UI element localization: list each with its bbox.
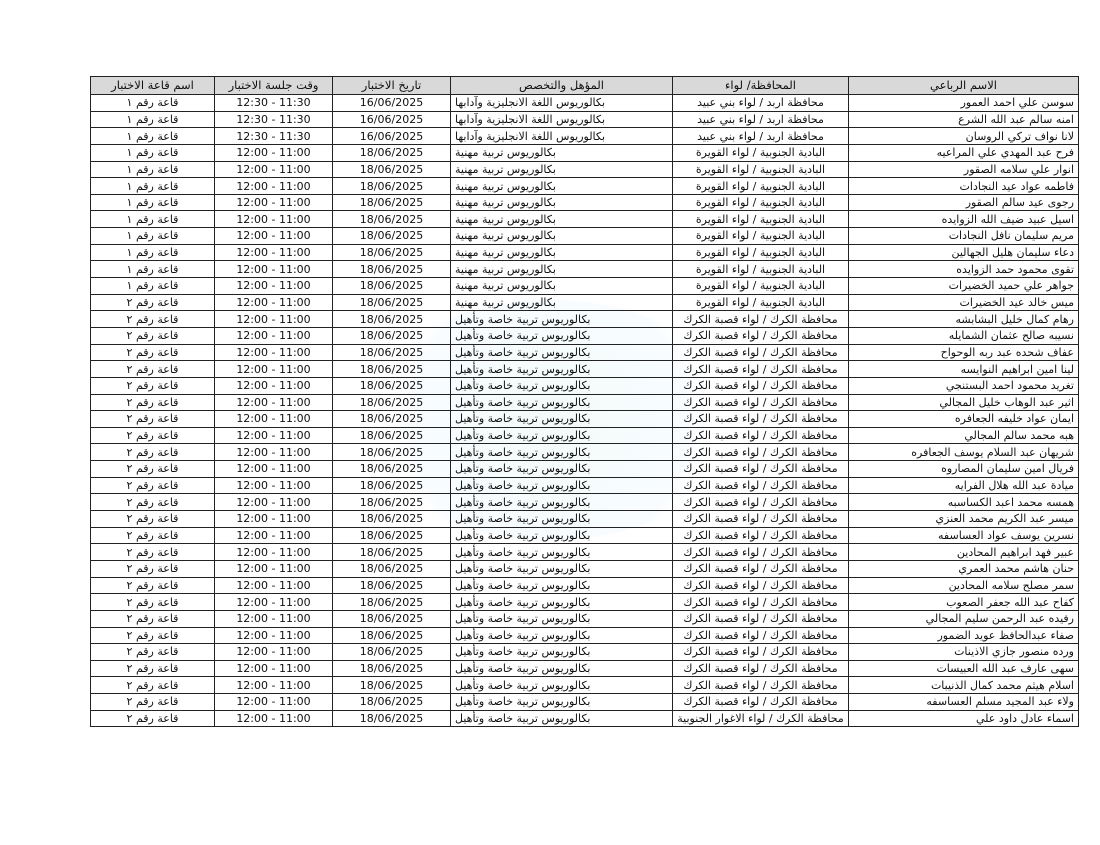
cell-name: رجوى عيد سالم الصقور — [849, 194, 1079, 211]
cell-time: 12:00 - 11:00 — [215, 494, 333, 511]
cell-governorate: محافظة اربد / لواء بني عبيد — [673, 95, 849, 112]
cell-governorate: محافظة الكرك / لواء قصبة الكرك — [673, 560, 849, 577]
cell-name: دعاء سليمان هليل الجهالين — [849, 244, 1079, 261]
cell-name: فرح عبد المهدي علي المراعيه — [849, 144, 1079, 161]
cell-room: قاعة رقم ٢ — [91, 494, 215, 511]
table-row — [91, 95, 1079, 112]
cell-date: 16/06/2025 — [333, 95, 451, 112]
table-row — [91, 111, 1079, 128]
table-row — [91, 228, 1079, 245]
cell-governorate: محافظة الكرك / لواء قصبة الكرك — [673, 644, 849, 661]
cell-time: 12:00 - 11:00 — [215, 511, 333, 528]
cell-name: مريم سليمان نافل النجادات — [849, 228, 1079, 245]
cell-date: 18/06/2025 — [333, 544, 451, 561]
cell-time: 12:00 - 11:00 — [215, 411, 333, 428]
cell-name: فاطمه عواد عيد النجادات — [849, 178, 1079, 195]
table-row — [91, 161, 1079, 178]
cell-date: 18/06/2025 — [333, 411, 451, 428]
table-row — [91, 577, 1079, 594]
cell-room: قاعة رقم ١ — [91, 111, 215, 128]
cell-governorate: محافظة الكرك / لواء قصبة الكرك — [673, 394, 849, 411]
cell-qualification: بكالوريوس تربية خاصة وتأهيل — [451, 511, 673, 528]
cell-qualification: بكالوريوس تربية خاصة وتأهيل — [451, 560, 673, 577]
table-row — [91, 494, 1079, 511]
cell-room: قاعة رقم ٢ — [91, 677, 215, 694]
cell-time: 12:00 - 11:00 — [215, 710, 333, 727]
cell-name: اثير عبد الوهاب خليل المجالي — [849, 394, 1079, 411]
cell-name: ولاء عبد المجيد مسلم العساسفه — [849, 694, 1079, 711]
cell-qualification: بكالوريوس تربية خاصة وتأهيل — [451, 477, 673, 494]
cell-name: عبير فهد ابراهيم المحادين — [849, 544, 1079, 561]
cell-time: 12:00 - 11:00 — [215, 228, 333, 245]
cell-governorate: البادية الجنوبية / لواء القويرة — [673, 144, 849, 161]
cell-time: 12:00 - 11:00 — [215, 594, 333, 611]
cell-qualification: بكالوريوس اللغة الانجليزية وآدابها — [451, 111, 673, 128]
cell-governorate: البادية الجنوبية / لواء القويرة — [673, 278, 849, 295]
header-time: وقت جلسة الاختبار — [215, 77, 333, 95]
cell-time: 12:00 - 11:00 — [215, 344, 333, 361]
cell-governorate: محافظة الكرك / لواء قصبة الكرك — [673, 494, 849, 511]
cell-time: 12:00 - 11:00 — [215, 211, 333, 228]
cell-name: انوار علي سلامه الصقور — [849, 161, 1079, 178]
cell-room: قاعة رقم ٢ — [91, 477, 215, 494]
cell-qualification: بكالوريوس تربية خاصة وتأهيل — [451, 344, 673, 361]
cell-governorate: محافظة اربد / لواء بني عبيد — [673, 111, 849, 128]
cell-qualification: بكالوريوس اللغة الانجليزية وآدابها — [451, 128, 673, 145]
table-row — [91, 444, 1079, 461]
cell-date: 18/06/2025 — [333, 211, 451, 228]
cell-governorate: محافظة الكرك / لواء قصبة الكرك — [673, 544, 849, 561]
cell-date: 18/06/2025 — [333, 427, 451, 444]
cell-qualification: بكالوريوس تربية مهنية — [451, 244, 673, 261]
cell-governorate: محافظة الكرك / لواء قصبة الكرك — [673, 427, 849, 444]
cell-date: 18/06/2025 — [333, 178, 451, 195]
cell-room: قاعة رقم ٢ — [91, 461, 215, 478]
cell-time: 12:00 - 11:00 — [215, 694, 333, 711]
cell-qualification: بكالوريوس تربية خاصة وتأهيل — [451, 577, 673, 594]
cell-governorate: محافظة الكرك / لواء قصبة الكرك — [673, 660, 849, 677]
table-row — [91, 261, 1079, 278]
cell-date: 18/06/2025 — [333, 161, 451, 178]
table-row — [91, 311, 1079, 328]
cell-name: رفيده عبد الرحمن سليم المجالي — [849, 610, 1079, 627]
cell-date: 18/06/2025 — [333, 694, 451, 711]
exam-schedule-table — [90, 76, 1079, 727]
cell-room: قاعة رقم ١ — [91, 244, 215, 261]
cell-room: قاعة رقم ١ — [91, 144, 215, 161]
cell-room: قاعة رقم ٢ — [91, 627, 215, 644]
cell-qualification: بكالوريوس تربية مهنية — [451, 294, 673, 311]
cell-time: 12:00 - 11:00 — [215, 261, 333, 278]
cell-name: اسماء عادل داود علي — [849, 710, 1079, 727]
cell-qualification: بكالوريوس تربية خاصة وتأهيل — [451, 677, 673, 694]
cell-time: 12:30 - 11:30 — [215, 128, 333, 145]
cell-governorate: محافظة الكرك / لواء قصبة الكرك — [673, 444, 849, 461]
cell-room: قاعة رقم ١ — [91, 128, 215, 145]
cell-time: 12:00 - 11:00 — [215, 477, 333, 494]
cell-governorate: البادية الجنوبية / لواء القويرة — [673, 294, 849, 311]
table-row — [91, 627, 1079, 644]
cell-date: 18/06/2025 — [333, 327, 451, 344]
cell-qualification: بكالوريوس تربية خاصة وتأهيل — [451, 544, 673, 561]
cell-room: قاعة رقم ١ — [91, 261, 215, 278]
cell-room: قاعة رقم ٢ — [91, 644, 215, 661]
table-row — [91, 194, 1079, 211]
header-room: اسم قاعة الاختبار — [91, 77, 215, 95]
cell-room: قاعة رقم ٢ — [91, 294, 215, 311]
cell-qualification: بكالوريوس تربية مهنية — [451, 161, 673, 178]
cell-governorate: محافظة الكرك / لواء قصبة الكرك — [673, 461, 849, 478]
cell-time: 12:00 - 11:00 — [215, 361, 333, 378]
cell-date: 18/06/2025 — [333, 444, 451, 461]
cell-date: 18/06/2025 — [333, 461, 451, 478]
cell-qualification: بكالوريوس تربية مهنية — [451, 178, 673, 195]
cell-name: همسه محمد اعبد الكساسبه — [849, 494, 1079, 511]
cell-name: نسرين يوسف عواد العساسفه — [849, 527, 1079, 544]
cell-date: 18/06/2025 — [333, 677, 451, 694]
cell-qualification: بكالوريوس تربية مهنية — [451, 228, 673, 245]
cell-room: قاعة رقم ٢ — [91, 411, 215, 428]
cell-time: 12:00 - 11:00 — [215, 278, 333, 295]
cell-date: 18/06/2025 — [333, 494, 451, 511]
cell-qualification: بكالوريوس تربية مهنية — [451, 144, 673, 161]
cell-room: قاعة رقم ٢ — [91, 427, 215, 444]
cell-time: 12:00 - 11:00 — [215, 311, 333, 328]
table-row — [91, 477, 1079, 494]
cell-name: عفاف شحده عبد ربه الوحواح — [849, 344, 1079, 361]
table-row — [91, 694, 1079, 711]
table-row — [91, 560, 1079, 577]
table-row — [91, 361, 1079, 378]
cell-name: ورده منصور جازي الاذينات — [849, 644, 1079, 661]
cell-room: قاعة رقم ٢ — [91, 311, 215, 328]
cell-name: لانا نواف تركي الروسان — [849, 128, 1079, 145]
cell-name: سوسن علي احمد العمور — [849, 95, 1079, 112]
cell-room: قاعة رقم ٢ — [91, 377, 215, 394]
cell-name: اسيل عبيد ضيف الله الزوايده — [849, 211, 1079, 228]
cell-name: جواهر علي حميد الخضيرات — [849, 278, 1079, 295]
cell-qualification: بكالوريوس تربية خاصة وتأهيل — [451, 311, 673, 328]
cell-date: 18/06/2025 — [333, 627, 451, 644]
cell-room: قاعة رقم ٢ — [91, 710, 215, 727]
cell-time: 12:00 - 11:00 — [215, 461, 333, 478]
cell-governorate: محافظة الكرك / لواء قصبة الكرك — [673, 344, 849, 361]
cell-governorate: البادية الجنوبية / لواء القويرة — [673, 244, 849, 261]
cell-time: 12:00 - 11:00 — [215, 327, 333, 344]
cell-governorate: البادية الجنوبية / لواء القويرة — [673, 161, 849, 178]
table-row — [91, 211, 1079, 228]
table-row — [91, 244, 1079, 261]
header-governorate: المحافظة/ لواء — [673, 77, 849, 95]
exam-schedule-sheet — [90, 76, 1078, 727]
cell-governorate: محافظة اربد / لواء بني عبيد — [673, 128, 849, 145]
table-row — [91, 128, 1079, 145]
cell-room: قاعة رقم ١ — [91, 95, 215, 112]
table-row — [91, 511, 1079, 528]
cell-date: 18/06/2025 — [333, 594, 451, 611]
table-row — [91, 377, 1079, 394]
cell-governorate: محافظة الكرك / لواء قصبة الكرك — [673, 511, 849, 528]
cell-qualification: بكالوريوس تربية خاصة وتأهيل — [451, 327, 673, 344]
cell-date: 18/06/2025 — [333, 377, 451, 394]
cell-name: صفاء عبدالحافظ عويد الضمور — [849, 627, 1079, 644]
cell-time: 12:30 - 11:30 — [215, 111, 333, 128]
cell-name: نسيبه صالح عثمان الشمايله — [849, 327, 1079, 344]
table-row — [91, 644, 1079, 661]
header-qualification: المؤهل والتخصص — [451, 77, 673, 95]
cell-date: 18/06/2025 — [333, 194, 451, 211]
cell-room: قاعة رقم ١ — [91, 278, 215, 295]
cell-name: لينا امين ابراهيم النوايسه — [849, 361, 1079, 378]
table-row — [91, 544, 1079, 561]
cell-name: ايمان عواد خليفه الجعافره — [849, 411, 1079, 428]
cell-date: 16/06/2025 — [333, 128, 451, 145]
cell-qualification: بكالوريوس تربية خاصة وتأهيل — [451, 527, 673, 544]
cell-room: قاعة رقم ٢ — [91, 594, 215, 611]
cell-time: 12:00 - 11:00 — [215, 544, 333, 561]
cell-room: قاعة رقم ٢ — [91, 577, 215, 594]
cell-room: قاعة رقم ١ — [91, 194, 215, 211]
cell-qualification: بكالوريوس تربية خاصة وتأهيل — [451, 610, 673, 627]
cell-date: 18/06/2025 — [333, 511, 451, 528]
cell-date: 18/06/2025 — [333, 394, 451, 411]
cell-governorate: محافظة الكرك / لواء قصبة الكرك — [673, 311, 849, 328]
cell-name: شريهان عبد السلام يوسف الجعافره — [849, 444, 1079, 461]
cell-governorate: محافظة الكرك / لواء قصبة الكرك — [673, 377, 849, 394]
cell-time: 12:00 - 11:00 — [215, 627, 333, 644]
cell-date: 18/06/2025 — [333, 344, 451, 361]
cell-room: قاعة رقم ٢ — [91, 660, 215, 677]
cell-governorate: محافظة الكرك / لواء قصبة الكرك — [673, 361, 849, 378]
cell-time: 12:00 - 11:00 — [215, 610, 333, 627]
cell-room: قاعة رقم ٢ — [91, 444, 215, 461]
cell-time: 12:00 - 11:00 — [215, 178, 333, 195]
cell-date: 18/06/2025 — [333, 244, 451, 261]
cell-governorate: محافظة الكرك / لواء قصبة الكرك — [673, 677, 849, 694]
cell-room: قاعة رقم ١ — [91, 228, 215, 245]
cell-qualification: بكالوريوس تربية خاصة وتأهيل — [451, 444, 673, 461]
cell-date: 18/06/2025 — [333, 710, 451, 727]
cell-room: قاعة رقم ١ — [91, 161, 215, 178]
cell-time: 12:00 - 11:00 — [215, 427, 333, 444]
cell-qualification: بكالوريوس تربية خاصة وتأهيل — [451, 594, 673, 611]
cell-name: هبه محمد سالم المجالي — [849, 427, 1079, 444]
cell-name: ميس خالد عيد الخضيرات — [849, 294, 1079, 311]
table-row — [91, 527, 1079, 544]
cell-time: 12:00 - 11:00 — [215, 144, 333, 161]
cell-date: 18/06/2025 — [333, 261, 451, 278]
cell-qualification: بكالوريوس تربية خاصة وتأهيل — [451, 361, 673, 378]
cell-governorate: محافظة الكرك / لواء قصبة الكرك — [673, 694, 849, 711]
cell-governorate: محافظة الكرك / لواء قصبة الكرك — [673, 610, 849, 627]
cell-time: 12:00 - 11:00 — [215, 394, 333, 411]
cell-date: 18/06/2025 — [333, 477, 451, 494]
cell-qualification: بكالوريوس تربية خاصة وتأهيل — [451, 494, 673, 511]
cell-qualification: بكالوريوس تربية مهنية — [451, 194, 673, 211]
cell-qualification: بكالوريوس تربية خاصة وتأهيل — [451, 461, 673, 478]
table-row — [91, 710, 1079, 727]
cell-date: 18/06/2025 — [333, 610, 451, 627]
cell-date: 18/06/2025 — [333, 311, 451, 328]
cell-time: 12:00 - 11:00 — [215, 294, 333, 311]
cell-name: كفاح عبد الله جعفر الصعوب — [849, 594, 1079, 611]
cell-governorate: محافظة الكرك / لواء قصبة الكرك — [673, 477, 849, 494]
cell-governorate: محافظة الكرك / لواء قصبة الكرك — [673, 577, 849, 594]
cell-date: 18/06/2025 — [333, 660, 451, 677]
cell-qualification: بكالوريوس تربية خاصة وتأهيل — [451, 644, 673, 661]
cell-governorate: محافظة الكرك / لواء قصبة الكرك — [673, 594, 849, 611]
cell-name: تقوى محمود حمد الزوايده — [849, 261, 1079, 278]
table-row — [91, 677, 1079, 694]
cell-time: 12:00 - 11:00 — [215, 660, 333, 677]
cell-date: 18/06/2025 — [333, 577, 451, 594]
cell-qualification: بكالوريوس تربية خاصة وتأهيل — [451, 710, 673, 727]
cell-date: 16/06/2025 — [333, 111, 451, 128]
table-row — [91, 278, 1079, 295]
cell-time: 12:00 - 11:00 — [215, 244, 333, 261]
cell-governorate: البادية الجنوبية / لواء القويرة — [673, 261, 849, 278]
cell-name: سهى عارف عبد الله العبيسات — [849, 660, 1079, 677]
cell-name: امنه سالم عبد الله الشرع — [849, 111, 1079, 128]
cell-time: 12:00 - 11:00 — [215, 577, 333, 594]
cell-qualification: بكالوريوس تربية خاصة وتأهيل — [451, 660, 673, 677]
cell-qualification: بكالوريوس تربية مهنية — [451, 211, 673, 228]
cell-room: قاعة رقم ٢ — [91, 327, 215, 344]
cell-time: 12:00 - 11:00 — [215, 194, 333, 211]
table-row — [91, 394, 1079, 411]
cell-name: رهام كمال خليل البشابشه — [849, 311, 1079, 328]
cell-name: سمر مصلح سلامه المحادين — [849, 577, 1079, 594]
cell-time: 12:00 - 11:00 — [215, 161, 333, 178]
cell-qualification: بكالوريوس اللغة الانجليزية وآدابها — [451, 95, 673, 112]
table-row — [91, 461, 1079, 478]
cell-room: قاعة رقم ١ — [91, 178, 215, 195]
cell-governorate: البادية الجنوبية / لواء القويرة — [673, 194, 849, 211]
cell-name: ميادة عبد الله هلال الفرايه — [849, 477, 1079, 494]
table-header-row — [91, 77, 1079, 95]
cell-name: حنان هاشم محمد العمري — [849, 560, 1079, 577]
cell-date: 18/06/2025 — [333, 294, 451, 311]
cell-room: قاعة رقم ٢ — [91, 694, 215, 711]
cell-room: قاعة رقم ٢ — [91, 394, 215, 411]
cell-name: فريال امين سليمان المصاروه — [849, 461, 1079, 478]
table-row — [91, 660, 1079, 677]
cell-room: قاعة رقم ٢ — [91, 361, 215, 378]
cell-governorate: محافظة الكرك / لواء الاغوار الجنوبية — [673, 710, 849, 727]
header-date: تاريخ الاختبار — [333, 77, 451, 95]
cell-room: قاعة رقم ٢ — [91, 527, 215, 544]
cell-qualification: بكالوريوس تربية خاصة وتأهيل — [451, 694, 673, 711]
cell-date: 18/06/2025 — [333, 527, 451, 544]
cell-qualification: بكالوريوس تربية خاصة وتأهيل — [451, 377, 673, 394]
cell-governorate: البادية الجنوبية / لواء القويرة — [673, 228, 849, 245]
cell-room: قاعة رقم ٢ — [91, 511, 215, 528]
cell-name: ميسر عبد الكريم محمد العنزي — [849, 511, 1079, 528]
table-row — [91, 144, 1079, 161]
cell-date: 18/06/2025 — [333, 144, 451, 161]
table-row — [91, 294, 1079, 311]
cell-time: 12:30 - 11:30 — [215, 95, 333, 112]
table-row — [91, 178, 1079, 195]
cell-governorate: محافظة الكرك / لواء قصبة الكرك — [673, 627, 849, 644]
cell-qualification: بكالوريوس تربية مهنية — [451, 278, 673, 295]
header-name: الاسم الرباعي — [849, 77, 1079, 95]
cell-qualification: بكالوريوس تربية خاصة وتأهيل — [451, 427, 673, 444]
cell-room: قاعة رقم ٢ — [91, 544, 215, 561]
cell-date: 18/06/2025 — [333, 644, 451, 661]
cell-governorate: البادية الجنوبية / لواء القويرة — [673, 211, 849, 228]
cell-room: قاعة رقم ١ — [91, 211, 215, 228]
cell-governorate: البادية الجنوبية / لواء القويرة — [673, 178, 849, 195]
cell-room: قاعة رقم ٢ — [91, 560, 215, 577]
cell-governorate: محافظة الكرك / لواء قصبة الكرك — [673, 527, 849, 544]
cell-date: 18/06/2025 — [333, 560, 451, 577]
cell-qualification: بكالوريوس تربية خاصة وتأهيل — [451, 394, 673, 411]
cell-time: 12:00 - 11:00 — [215, 677, 333, 694]
cell-room: قاعة رقم ٢ — [91, 610, 215, 627]
cell-time: 12:00 - 11:00 — [215, 444, 333, 461]
table-row — [91, 411, 1079, 428]
cell-name: تغريد محمود احمد البستنجي — [849, 377, 1079, 394]
table-row — [91, 610, 1079, 627]
cell-room: قاعة رقم ٢ — [91, 344, 215, 361]
cell-time: 12:00 - 11:00 — [215, 644, 333, 661]
cell-date: 18/06/2025 — [333, 278, 451, 295]
cell-time: 12:00 - 11:00 — [215, 560, 333, 577]
cell-time: 12:00 - 11:00 — [215, 377, 333, 394]
cell-qualification: بكالوريوس تربية مهنية — [451, 261, 673, 278]
table-row — [91, 327, 1079, 344]
cell-date: 18/06/2025 — [333, 361, 451, 378]
table-row — [91, 344, 1079, 361]
cell-name: اسلام هيثم محمد كمال الذنيبات — [849, 677, 1079, 694]
table-row — [91, 594, 1079, 611]
cell-time: 12:00 - 11:00 — [215, 527, 333, 544]
cell-governorate: محافظة الكرك / لواء قصبة الكرك — [673, 327, 849, 344]
cell-qualification: بكالوريوس تربية خاصة وتأهيل — [451, 627, 673, 644]
table-row — [91, 427, 1079, 444]
cell-governorate: محافظة الكرك / لواء قصبة الكرك — [673, 411, 849, 428]
cell-date: 18/06/2025 — [333, 228, 451, 245]
cell-qualification: بكالوريوس تربية خاصة وتأهيل — [451, 411, 673, 428]
